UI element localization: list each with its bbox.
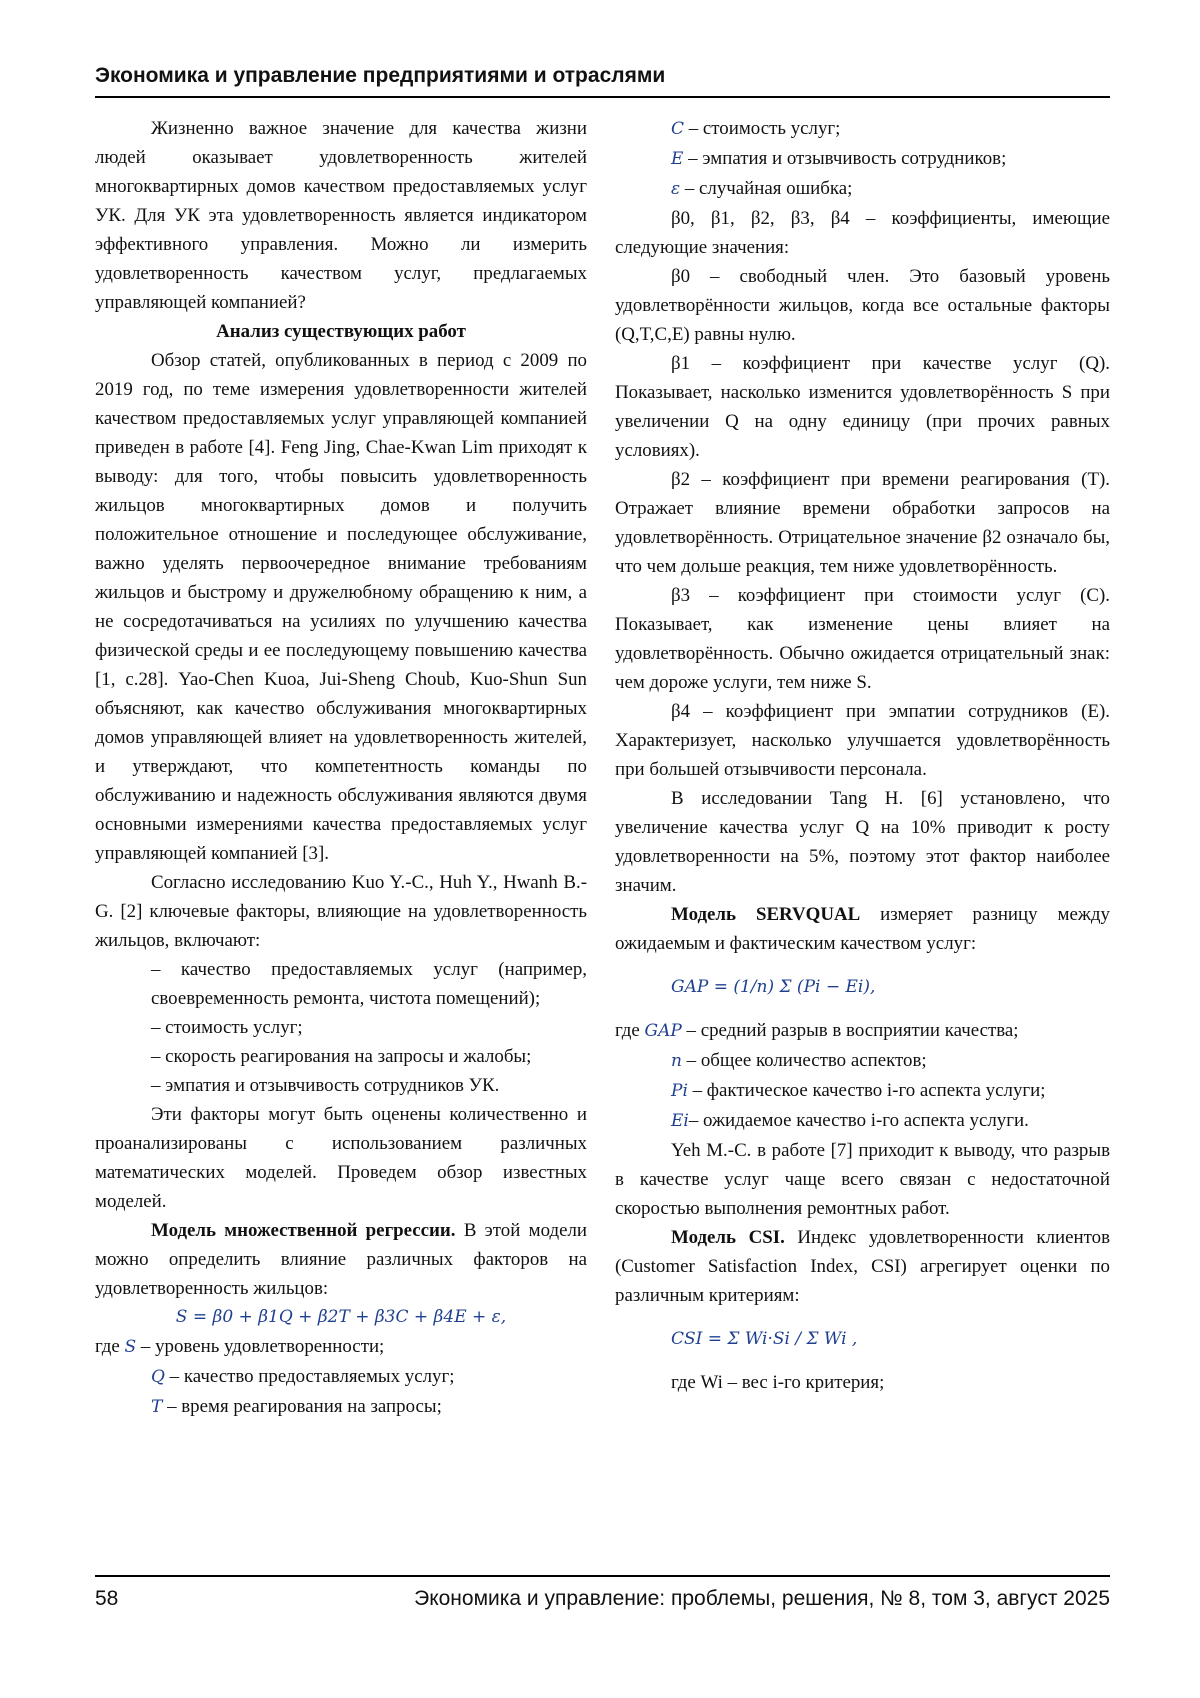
var-desc: – качество предоставляемых услуг; [164, 1366, 455, 1387]
var-desc: – ожидаемое качество i-го аспекта услуги. [688, 1110, 1029, 1131]
page-number: 58 [95, 1587, 119, 1610]
servqual-text: измеряет разницу между ожидаемым и фактическим качеством услуг: [615, 904, 1110, 954]
gap-formula: GAP = (1/n) Σ (Pi − Ei), [671, 977, 876, 997]
var-symbol: ε [671, 179, 681, 199]
var-desc: – средний разрыв в восприятии качества; [681, 1020, 1019, 1041]
tang-paragraph: В исследовании Tang H. [6] установлено, что увеличение качества услуг Q на 10% приводит к росту удовлетворенности на 5%, поэтому этот фактор наиболее значим. [615, 788, 1110, 896]
var-line [615, 174, 1110, 204]
var-symbol: S [124, 1337, 137, 1357]
beta3-paragraph: β3 – коэффициент при стоимости услуг (C). Показывает, как изменение цены влияет на удовлетворённость. Обычно ожидается отрицательный знак: чем дороже услуги, тем ниже S. [615, 585, 1110, 693]
var-line [615, 114, 1110, 144]
csi-formula: CSI = Σ Wi·Si / Σ Wi , [671, 1329, 858, 1349]
var-symbol: GAP [644, 1021, 682, 1041]
weight-line: где Wi – вес i-го критерия; [671, 1372, 885, 1393]
beta2-paragraph: β2 – коэффициент при времени реагирования (T). Отражает влияние времени обработки запросов на удовлетворённость. Отрицательное значение β2 означало бы, что чем дольше реакция, тем ниже удовлетворённость. [615, 469, 1110, 577]
var-symbol: T [151, 1397, 163, 1417]
regression-text: В этой модели можно определить влияние различных факторов на удовлетворенность жильцов: [95, 1220, 588, 1299]
var-line [95, 1392, 587, 1422]
var-line [615, 144, 1110, 174]
factor-item: – стоимость услуг; [151, 1017, 303, 1038]
csi-text: Индекс удовлетворенности клиентов (Customer Satisfaction Index, CSI) агрегирует оценки по различным критериям: [615, 1227, 1110, 1306]
coef-intro: β0, β1, β2, β3, β4 – коэффициенты, имеющие следующие значения: [615, 208, 1110, 258]
factor-item: – эмпатия и отзывчивость сотрудников УК. [151, 1075, 500, 1096]
var-line [95, 1332, 587, 1362]
regression-formula: S = β0 + β1Q + β2T + β3C + β4E + ε, [175, 1307, 507, 1327]
right-column [615, 114, 1110, 1397]
var-symbol: C [671, 119, 685, 139]
var-line [95, 1362, 587, 1392]
gap-var-line [615, 1016, 1110, 1046]
section-heading: Анализ существующих работ [216, 321, 466, 342]
journal-citation: Экономика и управление: проблемы, решения, № 8, том 3, август 2025 [414, 1587, 1110, 1610]
var-symbol: Pi [671, 1081, 688, 1101]
review-paragraph: Обзор статей, опубликованных в период с 2009 по 2019 год, по теме измерения удовлетворенности жителей качеством предоставляемых услуг управляющей компанией приведен в работе [4]. Feng Jing, Chae-Kwan Lim приходят к выводу: для того, чтобы повысить удовлетворенность жильцов многоквартирных домов и получить положительное отношение и последующее обслуживание, важно уделять первоочередное внимание требованиям жильцов и быстрому и дружелюбному обращению к ним, а не сосредотачиваться на усилиях по улучшению качества физической среды и ее последующему повышению качества [1, с.28]. Yao-Chen Kuoa, Jui-Sheng Choub, Kuo-Shun Sun объясняют, как качество обслуживания многоквартирных домов управляющей влияет на удовлетворенность жителей, и утверждают, что компетентность команды по обслуживанию и надежность обслуживания являются двумя основными измерениями качества предоставляемых услуг управляющей компанией [3]. [95, 350, 587, 864]
beta0-paragraph: β0 – свободный член. Это базовый уровень удовлетворённости жильцов, когда все остальные факторы (Q,T,C,E) равны нулю. [615, 266, 1110, 345]
regression-title: Модель множественной регрессии. [151, 1220, 456, 1241]
var-symbol: n [671, 1051, 682, 1071]
regression-paragraph [95, 1216, 587, 1303]
var-desc: – случайная ошибка; [680, 178, 853, 199]
factors-intro: Согласно исследованию Kuo Y.-C., Huh Y., Hwanh B.-G. [2] ключевые факторы, влияющие на удовлетворенность жильцов, включают: [95, 872, 587, 951]
header-rule [95, 96, 1110, 98]
var-symbol: Q [151, 1367, 165, 1387]
var-symbol: Ei [671, 1111, 689, 1131]
intro-paragraph: Жизненно важное значение для качества жизни людей оказывает удовлетворенность жителей многоквартирных домов качеством предоставляемых услуг УК. Для УК эта удовлетворенность является индикатором эффективного управления. Можно ли измерить удовлетворенность качеством услуг, предлагаемых управляющей компанией? [95, 118, 587, 313]
factors-outro: Эти факторы могут быть оценены количественно и проанализированы с использованием различных математических моделей. Проведем обзор известных моделей. [95, 1104, 587, 1212]
var-desc: – общее количество аспектов; [681, 1050, 927, 1071]
yeh-paragraph: Yeh M.-C. в работе [7] приходит к выводу, что разрыв в качестве услуг чаще всего связан с недостаточной скоростью выполнения ремонтных работ. [615, 1140, 1110, 1219]
csi-paragraph [615, 1223, 1110, 1310]
gap-var-line [615, 1046, 1110, 1076]
factor-item: – качество предоставляемых услуг (например, своевременность ремонта, чистота помещений); [151, 959, 587, 1009]
var-desc: – уровень удовлетворенности; [136, 1336, 385, 1357]
var-desc: – время реагирования на запросы; [162, 1396, 442, 1417]
beta1-paragraph: β1 – коэффициент при качестве услуг (Q). Показывает, насколько изменится удовлетворённость S при увеличении Q на одну единицу (при прочих равных условиях). [615, 353, 1110, 461]
where-prefix: где [615, 1020, 645, 1041]
running-header: Экономика и управление предприятиями и отраслями [95, 64, 666, 87]
where-prefix: где [95, 1336, 125, 1357]
csi-title: Модель CSI. [671, 1227, 785, 1248]
var-desc: – стоимость услуг; [684, 118, 841, 139]
var-desc: – фактическое качество i-го аспекта услуги; [687, 1080, 1046, 1101]
page-footer [95, 1587, 1110, 1611]
beta4-paragraph: β4 – коэффициент при эмпатии сотрудников (E). Характеризует, насколько улучшается удовлетворённость при большей отзывчивости персонала. [615, 701, 1110, 780]
factor-item: – скорость реагирования на запросы и жалобы; [151, 1046, 532, 1067]
var-desc: – эмпатия и отзывчивость сотрудников; [683, 148, 1007, 169]
servqual-title: Модель SERVQUAL [671, 904, 861, 925]
gap-var-line [615, 1106, 1110, 1136]
gap-var-line [615, 1076, 1110, 1106]
servqual-paragraph [615, 900, 1110, 958]
var-symbol: E [671, 149, 684, 169]
footer-rule [95, 1575, 1110, 1577]
left-column [95, 114, 587, 1422]
